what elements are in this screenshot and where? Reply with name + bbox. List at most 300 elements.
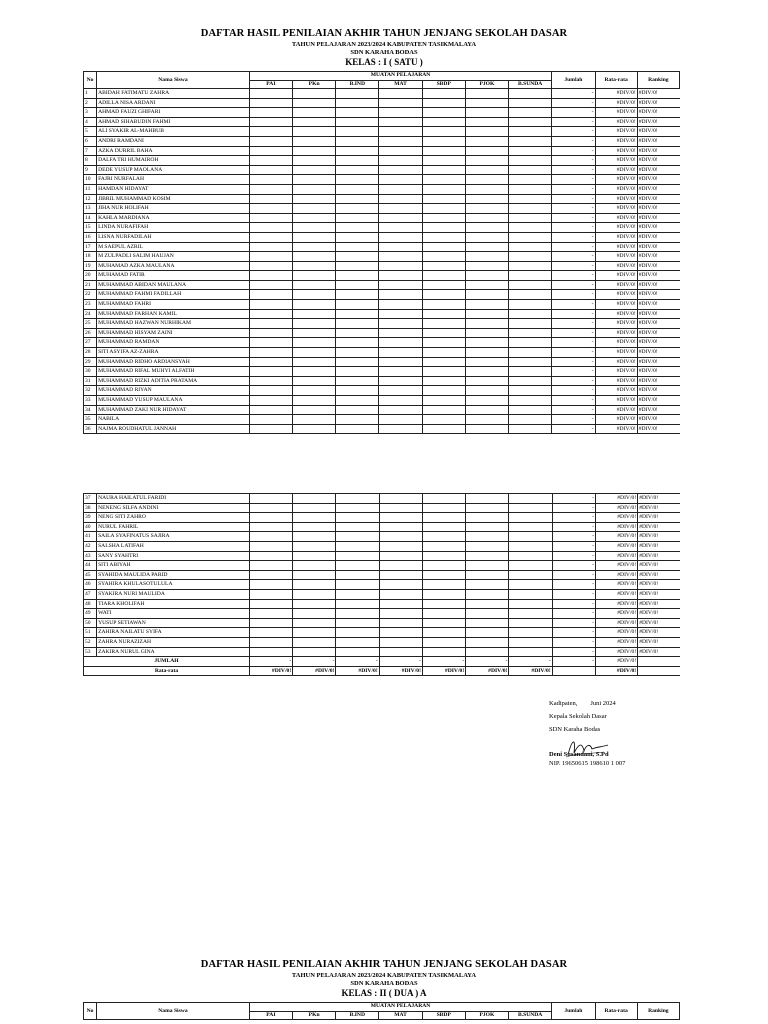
student-name: ZAHIRA NAILATU SYIFA <box>97 628 250 638</box>
ranking-cell: #DIV/0! <box>637 156 679 166</box>
ranking-cell: #DIV/0! <box>637 396 679 406</box>
score-cell <box>422 348 465 358</box>
student-row <box>84 415 680 425</box>
score-cell <box>465 184 508 194</box>
score-cell <box>509 309 552 319</box>
student-row <box>84 319 680 329</box>
score-cell <box>379 503 422 513</box>
score-cell <box>465 175 508 185</box>
student-name: M ZULPADLI SALIM HAUJAN <box>97 252 250 262</box>
score-cell <box>293 165 336 175</box>
student-row <box>84 580 681 590</box>
rata-cell: #DIV/0! <box>595 204 637 214</box>
jumlah-cell: - <box>552 532 595 542</box>
student-row <box>84 98 680 108</box>
jumlah-cell: - <box>552 117 595 127</box>
score-cell <box>336 618 379 628</box>
score-cell <box>509 561 552 571</box>
score-cell <box>509 580 552 590</box>
score-cell <box>336 338 379 348</box>
rata-cell: #DIV/0! <box>595 146 637 156</box>
jumlah-cell: - <box>552 156 595 166</box>
place-date: Kadipaten, Juni 2024 <box>549 700 616 707</box>
score-cell <box>336 424 379 434</box>
rata-cell: #DIV/0! <box>595 280 637 290</box>
rata-cell: #DIV/0! <box>595 657 637 667</box>
rata-cell: #DIV/0! <box>595 580 637 590</box>
score-cell <box>336 367 379 377</box>
student-row <box>84 309 680 319</box>
score-cell <box>293 232 336 242</box>
ranking-cell: #DIV/0! <box>637 309 679 319</box>
col-subject-header: PAI <box>249 80 292 89</box>
row-number: 1 <box>84 89 97 99</box>
row-number: 20 <box>84 271 97 281</box>
jumlah-cell: - <box>552 599 595 609</box>
score-cell <box>422 232 465 242</box>
score-cell <box>465 367 508 377</box>
score-cell <box>379 98 422 108</box>
jumlah-cell: - <box>249 657 292 667</box>
class-label: KELAS : I ( SATU ) <box>345 57 423 67</box>
score-cell <box>465 146 508 156</box>
score-cell <box>249 223 292 233</box>
student-row <box>84 242 680 252</box>
score-cell <box>465 376 508 386</box>
ranking-cell: #DIV/0! <box>637 271 679 281</box>
score-cell <box>249 348 292 358</box>
row-number: 43 <box>84 551 97 561</box>
score-cell <box>422 89 465 99</box>
score-cell <box>466 503 509 513</box>
score-cell <box>336 271 379 281</box>
col-jumlah-header: Jumlah <box>552 72 595 89</box>
score-cell <box>422 271 465 281</box>
score-cell <box>379 108 422 118</box>
student-row <box>84 146 680 156</box>
student-row <box>84 503 681 513</box>
row-number: 31 <box>84 376 97 386</box>
score-cell <box>249 637 292 647</box>
score-cell <box>336 647 379 657</box>
jumlah-cell: - <box>552 522 595 532</box>
rata-rata-cell: #DIV/0! <box>379 666 422 676</box>
score-cell <box>336 551 379 561</box>
signer-name: Deni Susandani, S.Pd <box>549 751 609 758</box>
score-cell <box>336 396 379 406</box>
student-row <box>84 494 681 504</box>
ranking-cell: #DIV/0! <box>637 89 679 99</box>
jumlah-cell: - <box>552 589 595 599</box>
col-rata-header: Rata-rata <box>595 72 637 89</box>
ranking-cell: #DIV/0! <box>637 357 679 367</box>
rata-cell: #DIV/0! <box>595 175 637 185</box>
student-row <box>84 570 681 580</box>
student-name: HAMDAN HIDAYAT <box>97 184 250 194</box>
student-name: NAJMA ROUDHATUL JANNAH <box>97 424 250 434</box>
student-row <box>84 405 680 415</box>
row-number: 12 <box>84 194 97 204</box>
ranking-cell: #DIV/0! <box>637 386 679 396</box>
student-row <box>84 290 680 300</box>
row-number: 6 <box>84 136 97 146</box>
ranking-cell: #DIV/0! <box>637 348 679 358</box>
rata-cell: #DIV/0! <box>595 386 637 396</box>
score-cell <box>336 309 379 319</box>
score-cell <box>466 628 509 638</box>
score-cell <box>379 252 422 262</box>
score-cell <box>509 609 552 619</box>
score-cell <box>249 194 292 204</box>
score-cell <box>379 589 422 599</box>
student-row <box>84 637 681 647</box>
grade-table-page-2 <box>83 1002 680 1020</box>
score-cell <box>466 589 509 599</box>
score-cell <box>422 357 465 367</box>
score-cell <box>509 280 552 290</box>
ranking-cell: #DIV/0! <box>638 609 680 619</box>
score-cell <box>466 494 509 504</box>
ranking-cell: #DIV/0! <box>638 580 680 590</box>
row-number: 38 <box>84 503 97 513</box>
score-cell <box>336 290 379 300</box>
score-cell <box>249 367 292 377</box>
jumlah-cell: - <box>552 415 595 425</box>
score-cell <box>379 522 422 532</box>
ranking-cell: #DIV/0! <box>637 146 679 156</box>
score-cell <box>249 156 292 166</box>
rata-cell: #DIV/0! <box>595 309 637 319</box>
student-rows-part-1 <box>84 89 680 434</box>
rata-cell: #DIV/0! <box>595 328 637 338</box>
score-cell <box>509 194 552 204</box>
student-name: MUHAMAD AZKA MAULANA <box>97 261 250 271</box>
jumlah-cell: - <box>552 184 595 194</box>
class-label: KELAS : II ( DUA ) A <box>341 988 427 998</box>
student-row <box>84 300 680 310</box>
score-cell <box>509 424 552 434</box>
score-cell <box>509 357 552 367</box>
student-name: JIBRIL MUHAMMAD KOSIM <box>97 194 250 204</box>
score-cell <box>336 532 379 542</box>
score-cell <box>293 609 336 619</box>
jumlah-cell: - <box>552 261 595 271</box>
score-cell <box>379 367 422 377</box>
score-cell <box>422 213 465 223</box>
score-cell <box>249 108 292 118</box>
score-cell <box>249 570 292 580</box>
score-cell <box>509 232 552 242</box>
score-cell <box>293 89 336 99</box>
ranking-cell: #DIV/0! <box>637 328 679 338</box>
score-cell <box>293 532 336 542</box>
row-number: 8 <box>84 156 97 166</box>
score-cell <box>249 290 292 300</box>
score-cell <box>293 309 336 319</box>
score-cell <box>249 300 292 310</box>
score-cell <box>249 405 292 415</box>
student-row <box>84 589 681 599</box>
score-cell <box>249 599 292 609</box>
score-cell <box>466 647 509 657</box>
score-cell <box>336 503 379 513</box>
score-cell <box>466 599 509 609</box>
score-cell <box>379 357 422 367</box>
score-cell <box>293 376 336 386</box>
score-cell <box>509 376 552 386</box>
report-subtitle: TAHUN PELAJARAN 2023/2024 KABUPATEN TASIKMALAYA <box>291 41 477 48</box>
score-cell <box>293 589 336 599</box>
score-cell <box>509 348 552 358</box>
student-row <box>84 223 680 233</box>
rata-cell: #DIV/0! <box>595 376 637 386</box>
row-number: 14 <box>84 213 97 223</box>
ranking-cell: #DIV/0! <box>637 338 679 348</box>
rata-rata-cell: #DIV/0! <box>336 666 379 676</box>
score-cell <box>422 405 465 415</box>
col-subjects-group-header: MUATAN PELAJARAN <box>249 1003 551 1012</box>
row-number: 34 <box>84 405 97 415</box>
jumlah-cell: - <box>552 551 595 561</box>
student-name: SYAHIDA MAULIDA PARID <box>97 570 250 580</box>
rata-cell: #DIV/0! <box>595 252 637 262</box>
student-name: AHMAD SIHABUDIN FAHMI <box>97 117 250 127</box>
score-cell <box>293 223 336 233</box>
score-cell <box>336 117 379 127</box>
jumlah-cell: - <box>552 136 595 146</box>
score-cell <box>509 494 552 504</box>
score-cell <box>465 136 508 146</box>
score-cell <box>465 357 508 367</box>
score-cell <box>422 223 465 233</box>
score-cell <box>336 98 379 108</box>
score-cell <box>249 280 292 290</box>
score-cell <box>336 405 379 415</box>
student-name: MUHAMMAD RAMDAN <box>97 338 250 348</box>
col-no-header: No <box>84 1003 97 1020</box>
score-cell <box>466 561 509 571</box>
student-name: MUHAMMAD HAZWAN NURHIKAM <box>97 319 250 329</box>
score-cell <box>379 338 422 348</box>
score-cell <box>249 551 292 561</box>
student-name: SAILA SYAFINATUS SAJIRA <box>97 532 250 542</box>
score-cell <box>336 252 379 262</box>
rata-cell: #DIV/0! <box>595 184 637 194</box>
score-cell <box>249 213 292 223</box>
student-name: TIARA KHOLIFAH <box>97 599 250 609</box>
score-cell <box>293 599 336 609</box>
score-cell <box>249 252 292 262</box>
student-name: MUHAMMAD RIZKI ADITIA PRATAMA <box>97 376 250 386</box>
student-name: M SAEPUL AZRIL <box>97 242 250 252</box>
ranking-cell: #DIV/0! <box>637 252 679 262</box>
score-cell <box>379 261 422 271</box>
jumlah-cell: - <box>552 628 595 638</box>
col-subject-header: SBDP <box>422 80 465 89</box>
score-cell <box>465 89 508 99</box>
rata-cell: #DIV/0! <box>595 261 637 271</box>
jumlah-cell: - <box>552 348 595 358</box>
rata-cell: #DIV/0! <box>595 637 637 647</box>
row-number: 29 <box>84 357 97 367</box>
score-cell <box>379 386 422 396</box>
jumlah-cell: - <box>422 657 465 667</box>
score-cell <box>293 194 336 204</box>
score-cell <box>379 89 422 99</box>
score-cell <box>249 386 292 396</box>
score-cell <box>422 136 465 146</box>
score-cell <box>422 415 465 425</box>
rata-cell: #DIV/0! <box>595 415 637 425</box>
ranking-cell: #DIV/0! <box>637 290 679 300</box>
score-cell <box>336 108 379 118</box>
student-row <box>84 647 681 657</box>
rata-cell: #DIV/0! <box>595 348 637 358</box>
score-cell <box>509 628 552 638</box>
score-cell <box>379 156 422 166</box>
score-cell <box>336 194 379 204</box>
score-cell <box>465 213 508 223</box>
student-rows-part-2 <box>84 494 681 657</box>
jumlah-cell: - <box>552 127 595 137</box>
score-cell <box>509 522 552 532</box>
score-cell <box>249 165 292 175</box>
score-cell <box>509 637 552 647</box>
score-cell <box>293 628 336 638</box>
jumlah-cell: - <box>552 89 595 99</box>
score-cell <box>249 328 292 338</box>
score-cell <box>466 637 509 647</box>
score-cell <box>249 127 292 137</box>
student-row <box>84 184 680 194</box>
student-name: SANY SYAHTRI <box>97 551 250 561</box>
student-row <box>84 89 680 99</box>
row-number: 28 <box>84 348 97 358</box>
row-number: 33 <box>84 396 97 406</box>
col-subject-header: B.IND <box>336 80 379 89</box>
signer-role: Kepala Sekolah Dasar <box>549 713 607 720</box>
col-subject-header: B.SUNDA <box>509 1011 552 1020</box>
student-name: MUHAMMAD FAHMI FADILLAH <box>97 290 250 300</box>
score-cell <box>465 280 508 290</box>
score-cell <box>293 396 336 406</box>
score-cell <box>465 252 508 262</box>
ranking-cell: #DIV/0! <box>638 589 680 599</box>
col-subject-header: PAI <box>249 1011 292 1020</box>
ranking-cell: #DIV/0! <box>637 319 679 329</box>
score-cell <box>465 156 508 166</box>
score-cell <box>509 396 552 406</box>
row-number: 4 <box>84 117 97 127</box>
score-cell <box>509 146 552 156</box>
score-cell <box>422 599 465 609</box>
score-cell <box>336 89 379 99</box>
jumlah-cell: - <box>552 513 595 523</box>
score-cell <box>379 242 422 252</box>
student-name: NAURA HAILATUL FARIDI <box>97 494 250 504</box>
score-cell <box>509 618 552 628</box>
jumlah-cell: - <box>552 319 595 329</box>
score-cell <box>293 319 336 329</box>
score-cell <box>509 503 552 513</box>
score-cell <box>379 599 422 609</box>
ranking-cell: #DIV/0! <box>638 570 680 580</box>
jumlah-cell: - <box>552 570 595 580</box>
score-cell <box>509 405 552 415</box>
jumlah-cell: - <box>552 98 595 108</box>
score-cell <box>336 184 379 194</box>
row-number: 44 <box>84 561 97 571</box>
score-cell <box>293 494 336 504</box>
student-name: MUHAMMAD ABIDAN MAULANA <box>97 280 250 290</box>
row-number: 52 <box>84 637 97 647</box>
ranking-cell: #DIV/0! <box>638 522 680 532</box>
empty-cell <box>552 666 595 676</box>
row-number: 24 <box>84 309 97 319</box>
col-subject-header: PKn <box>293 1011 336 1020</box>
score-cell <box>509 386 552 396</box>
score-cell <box>509 223 552 233</box>
score-cell <box>249 204 292 214</box>
student-name: ANDRI RAMDANI <box>97 136 250 146</box>
score-cell <box>336 319 379 329</box>
rata-cell: #DIV/0! <box>595 108 637 118</box>
score-cell <box>336 300 379 310</box>
score-cell <box>465 127 508 137</box>
jumlah-cell: - <box>552 424 595 434</box>
ranking-cell: #DIV/0! <box>638 647 680 657</box>
score-cell <box>249 609 292 619</box>
ranking-cell: #DIV/0! <box>637 213 679 223</box>
student-row <box>84 424 680 434</box>
score-cell <box>379 541 422 551</box>
rata-cell: #DIV/0! <box>595 338 637 348</box>
score-cell <box>465 117 508 127</box>
rata-cell: #DIV/0! <box>595 513 637 523</box>
score-cell <box>293 405 336 415</box>
jumlah-cell: - <box>552 252 595 262</box>
row-number: 49 <box>84 609 97 619</box>
score-cell <box>465 405 508 415</box>
rata-cell: #DIV/0! <box>595 223 637 233</box>
student-row <box>84 338 680 348</box>
score-cell <box>465 319 508 329</box>
score-cell <box>465 108 508 118</box>
col-subject-header: PJOK <box>465 1011 508 1020</box>
student-name: MUHAMMAD RIYAN <box>97 386 250 396</box>
score-cell <box>465 386 508 396</box>
col-subject-header: PKn <box>293 80 336 89</box>
score-cell <box>379 647 422 657</box>
score-cell <box>422 328 465 338</box>
score-cell <box>249 618 292 628</box>
score-cell <box>465 396 508 406</box>
score-cell <box>422 98 465 108</box>
student-row <box>84 367 680 377</box>
score-cell <box>336 376 379 386</box>
ranking-cell: #DIV/0! <box>637 165 679 175</box>
score-cell <box>249 494 292 504</box>
score-cell <box>293 271 336 281</box>
student-name: MUHAMMAD RIDHO ARDIANSYAH <box>97 357 250 367</box>
score-cell <box>249 232 292 242</box>
score-cell <box>422 637 465 647</box>
row-number: 51 <box>84 628 97 638</box>
score-cell <box>336 386 379 396</box>
rata-cell: #DIV/0! <box>595 589 637 599</box>
col-name-header: Nama Siswa <box>97 1003 250 1020</box>
score-cell <box>379 309 422 319</box>
